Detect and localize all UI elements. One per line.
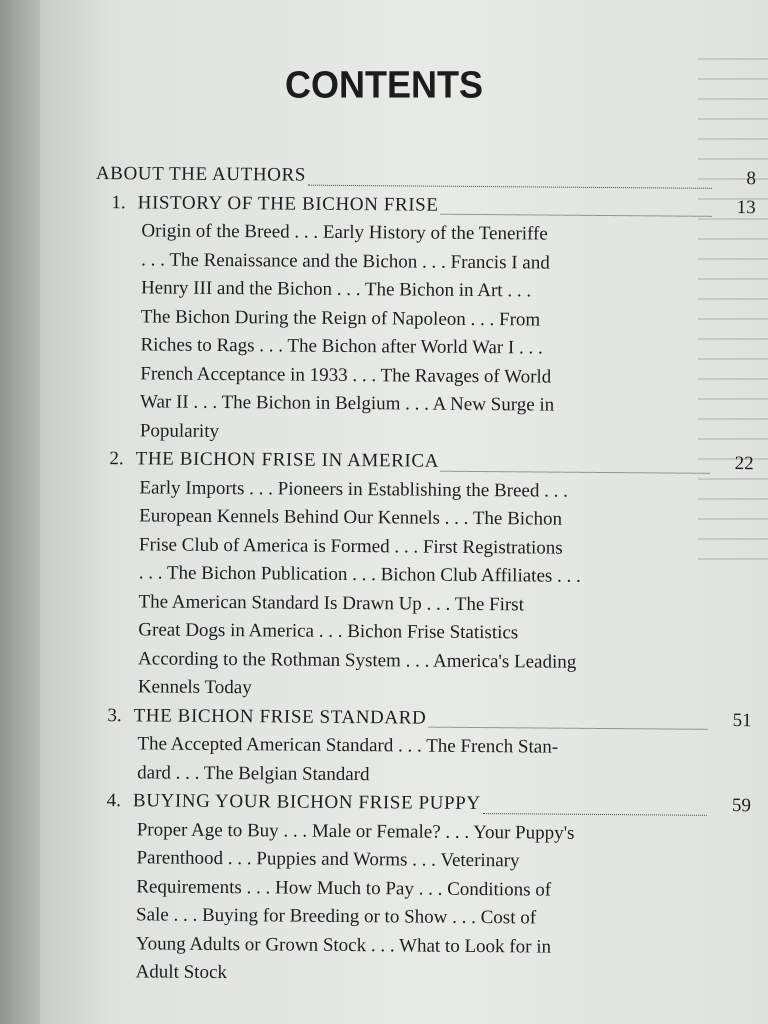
description-line: Sale . . . Buying for Breeding or to Show . . . Cost of <box>135 904 537 929</box>
chapter-number: 1. <box>111 191 126 213</box>
chapter-description <box>138 474 700 706</box>
toc-entry-page: 8 <box>746 168 756 190</box>
description-line: Popularity <box>139 419 220 442</box>
description-line: Great Dogs in America . . . Bichon Frise Statistics <box>138 619 519 644</box>
toc-entry-heading: BUYING YOUR BICHON FRISE PUPPY <box>132 790 481 815</box>
toc-entry-page: 51 <box>732 709 752 731</box>
description-line: Young Adults or Grown Stock . . . What to Look for in <box>135 932 552 958</box>
description-line: The Bichon During the Reign of Napoleon . . . From <box>140 305 541 330</box>
toc-entry-chapter-3 <box>91 701 752 792</box>
description-line: War II . . . The Bichon in Belgium . . . A New Surge in <box>140 391 555 416</box>
description-line: Riches to Rags . . . The Bichon after World War I . . . <box>140 334 543 359</box>
description-line: Kennels Today <box>137 676 252 699</box>
toc-entry-page: 22 <box>734 453 754 475</box>
description-line: . . . The Renaissance and the Bichon . . . Francis I and <box>141 248 550 274</box>
description-line: European Kennels Behind Our Kennels . . . The Bichon <box>139 505 563 530</box>
dot-leader <box>483 813 707 816</box>
description-line: Frise Club of America is Formed . . . First Registrations <box>138 533 563 559</box>
description-line: Henry III and the Bichon . . . The Bichon in Art . . . <box>140 277 532 302</box>
chapter-number: 4. <box>106 790 122 812</box>
chapter-number: 2. <box>109 448 124 470</box>
dot-leader <box>428 727 707 730</box>
description-line: French Acceptance in 1933 . . . The Ravages of World <box>140 362 552 388</box>
toc-entry-chapter-1 <box>94 188 756 450</box>
description-line: Proper Age to Buy . . . Male or Female? . . . Your Puppy's <box>136 818 575 844</box>
toc-entry-page: 13 <box>736 196 756 218</box>
description-line: Origin of the Breed . . . Early History of the Teneriffe <box>141 220 548 245</box>
toc-entry-heading-row <box>91 787 751 821</box>
toc-entry-heading: ABOUT THE AUTHORS <box>95 162 307 186</box>
table-of-contents <box>90 160 756 992</box>
toc-entry-heading: THE BICHON FRISE IN AMERICA <box>135 448 440 472</box>
toc-entry-page: 59 <box>731 795 752 817</box>
dot-leader <box>308 184 712 188</box>
dot-leader <box>441 470 710 473</box>
description-line: The American Standard Is Drawn Up . . . The First <box>138 590 524 615</box>
chapter-number: 3. <box>107 704 122 726</box>
chapter-description <box>140 217 702 449</box>
toc-entry-chapter-2 <box>92 445 754 707</box>
description-line: Requirements . . . How Much to Pay . . . Conditions of <box>136 875 552 901</box>
chapter-description <box>137 730 697 791</box>
description-line: According to the Rothman System . . . America's Leading <box>138 647 577 673</box>
toc-entry-chapter-4 <box>90 787 752 992</box>
description-line: Adult Stock <box>135 961 228 984</box>
toc-entry-heading-row <box>94 445 754 479</box>
description-line: . . . The Bichon Publication . . . Bichon Club Affiliates . . . <box>138 562 581 587</box>
description-line: dard . . . The Belgian Standard <box>137 761 370 785</box>
chapter-description <box>136 816 697 991</box>
dot-leader <box>440 214 711 217</box>
description-line: Early Imports . . . Pioneers in Establishing the Breed . . . <box>139 476 568 502</box>
toc-entry-heading: THE BICHON FRISE STANDARD <box>133 704 427 729</box>
description-line: The Accepted American Standard . . . The French Stan- <box>137 733 559 758</box>
toc-entry-heading: HISTORY OF THE BICHON FRISE <box>137 191 439 216</box>
description-line: Parenthood . . . Puppies and Worms . . . Veterinary <box>136 847 520 872</box>
page-title: CONTENTS <box>285 62 483 106</box>
